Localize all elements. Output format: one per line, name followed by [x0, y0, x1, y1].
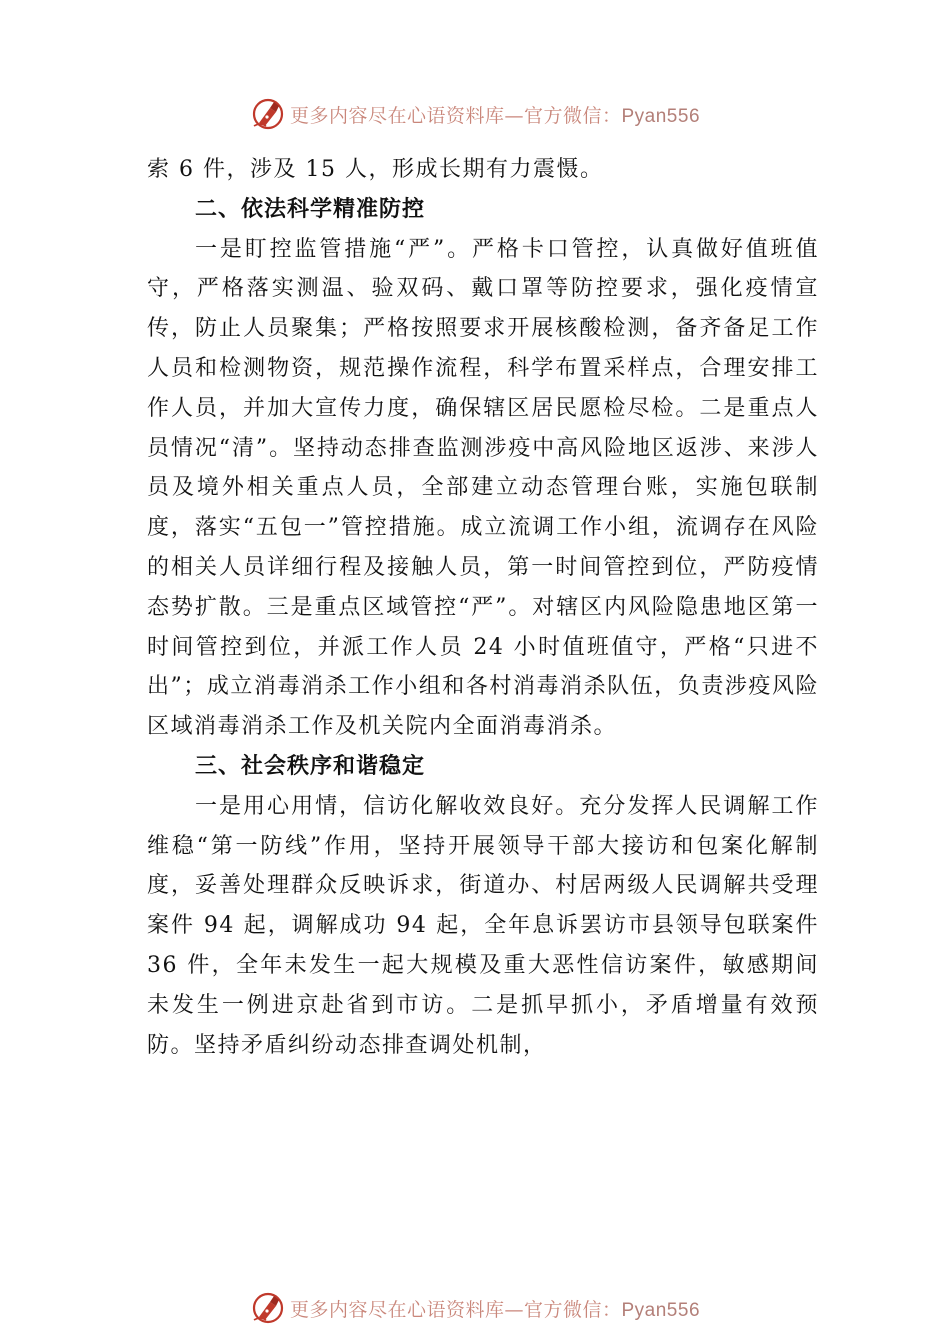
header-banner — [0, 96, 950, 132]
banner-text — [290, 101, 700, 128]
banner-text — [290, 1295, 700, 1322]
section-heading-3: 三、社会秩序和谐稳定 — [195, 753, 426, 779]
pen-nib-logo-icon — [250, 1290, 286, 1326]
section-heading-2: 二、依法科学精准防控 — [195, 196, 426, 222]
banner-label: 更多内容尽在心语资料库—官方微信： — [289, 104, 622, 127]
paragraph-social-order: 一是用心用情，信访化解收效良好。充分发挥人民调解工作维稳“第一防线”作用，坚持开展领导干部大接访和包案化解制度，妥善处理群众反映诉求，街道办、村居两级人民调解共受理案件 94 起，调解成功 94 起，全年息诉罢访市县领导包联案件 36 件，全年未发生一起大规模及重大恶性信访案件，敏感期间未发生一例进京赴省到市访。二是抓早抓小，矛盾增量有效预防。坚持矛盾纠纷动态排查调处机制， — [147, 793, 819, 1058]
banner-wechat-id: Pyan556 — [621, 1299, 701, 1321]
pen-nib-logo-icon — [250, 96, 286, 132]
banner-label: 更多内容尽在心语资料库—官方微信： — [289, 1298, 622, 1321]
banner-wechat-id: Pyan556 — [621, 105, 701, 127]
document-body — [147, 150, 819, 1065]
paragraph-continuation: 索 6 件，涉及 15 人，形成长期有力震慑。 — [147, 157, 604, 182]
footer-banner — [0, 1290, 950, 1326]
paragraph-prevention: 一是盯控监管措施“严”。严格卡口管控，认真做好值班值守，严格落实测温、验双码、戴口罩等防控要求，强化疫情宣传，防止人员聚集；严格按照要求开展核酸检测，备齐备足工作人员和检测物资，规范操作流程，科学布置采样点，合理安排工作人员，并加大宣传力度，确保辖区居民愿检尽检。二是重点人员情况“清”。坚持动态排查监测涉疫中高风险地区返涉、来涉人员及境外相关重点人员，全部建立动态管理台账，实施包联制度，落实“五包一”管控措施。成立流调工作小组，流调存在风险的相关人员详细行程及接触人员，第一时间管控到位，严防疫情态势扩散。三是重点区域管控“严”。对辖区内风险隐患地区第一时间管控到位，并派工作人员 24 小时值班值守，严格“只进不出”；成立消毒消杀工作小组和各村消毒消杀队伍，负责涉疫风险区域消毒消杀工作及机关院内全面消毒消杀。 — [147, 236, 819, 740]
